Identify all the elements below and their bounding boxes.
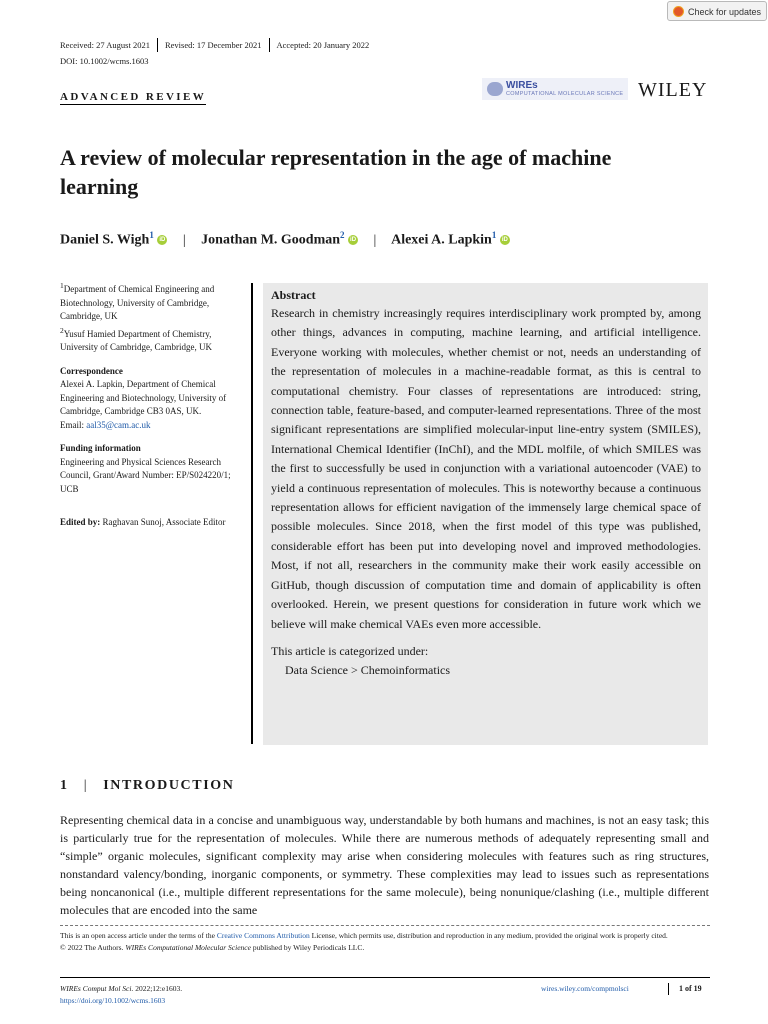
orcid-icon[interactable]: iD [350, 237, 357, 244]
copyright-journal: WIREs Computational Molecular Science [125, 943, 251, 952]
author-name[interactable]: Jonathan M. Goodman [201, 232, 341, 248]
funding-heading [60, 442, 248, 456]
journal-logo[interactable] [482, 78, 628, 100]
affiliation-1 [60, 279, 248, 324]
dates-header [60, 38, 369, 52]
doi-header: DOI: 10.1002/wcms.1603 [60, 56, 149, 66]
section-heading-introduction [60, 778, 234, 794]
edited-by-text: Raghavan Sunoj, Associate Editor [100, 517, 226, 527]
affiliation-sup: 2 [60, 325, 64, 335]
introduction-paragraph: Representing chemical data in a concise and unambiguous way, understandable by both humans and machines, is not an easy task; this is particularly true for the representation of molecules. While there are numerous methods of adequately representing small and “simple” organic molecules, significant complexity may arise when considering molecules with features such as ring structures, nonstandard valency/bonding, inorganic components, or symmetry. These complexities may lead to issues such as representations being noncanonical (i.e., multiple different representations for the same molecule), being nonunique/clashing (i.e., multiple different molecules that are encoded into the same [60, 813, 709, 917]
author-name[interactable]: Alexei A. Lapkin [391, 232, 492, 248]
affiliation-text: Department of Chemical Engineering and Biotechnology, University of Cambridge, Cambridge, UK [60, 284, 215, 321]
copyright-text: © 2022 The Authors. [60, 943, 126, 952]
email-link[interactable]: aal35@cam.ac.uk [86, 419, 151, 430]
copyright-text: published by Wiley Periodicals LLC. [250, 943, 365, 952]
affiliation-sup: 1 [60, 281, 64, 290]
check-for-updates-button[interactable] [667, 1, 767, 21]
affiliation-2 [60, 324, 248, 355]
journal-logo-subtitle: COMPUTATIONAL MOLECULAR SCIENCE [506, 91, 624, 97]
citation-volume: 2022;12:e1603. [133, 984, 183, 993]
email-label: Email: [60, 419, 87, 430]
section-label: ADVANCED REVIEW [60, 91, 207, 103]
license-link[interactable]: Creative Commons Attribution [216, 931, 310, 940]
author-affiliation-sup: 2 [340, 230, 345, 240]
author-affiliation-sup: 1 [149, 230, 154, 240]
abstract-text: Research in chemistry increasingly requires interdisciplinary work prompted by, among other things, advances in computing, machine learning, and artificial intelligence. Everyone working with molecules, whether chemist or not, needs an understanding of the representation of molecules in a machine-readable format, as this is central to computational chemistry. Four classes of representations are introduced: string, connection table, feature-based, and computer-learned representations. Three of the most significant representations are simplified molecular-input line-entry system (SMILES), International Chemical Identifier (InChI), and the MDL molfile, of which SMILES was the first to successfully be used in conjunction with a variational autoencoder (VAE) to yield a continuous representation of molecules. This is noteworthy because a continuous representation allows for efficient navigation of the immensely large chemical space of possible molecules. Since 2018, when the first model of this type was published, considerable effort has been put into developing novel and improved methodologies. Most, if not all, researchers in the community make their work easily accessible on GitHub, though discussion of computation time and domain of applicability is often overlooked. Herein, we present questions for consideration in future work which we believe will make chemical VAEs even more accessible. [271, 306, 701, 631]
author-separator: | [182, 232, 186, 248]
category-item: Data Science > Chemoinformatics [285, 663, 451, 678]
author-affiliation-sup: 1 [491, 230, 497, 240]
publisher-logo[interactable]: WILEY [638, 79, 708, 101]
categorized-label: This article is categorized under: [271, 643, 429, 658]
correspondence-heading-text: Correspondence [60, 365, 123, 376]
funding-text: Engineering and Physical Sciences Research Council, Grant/Award Number: EP/S024220/1; UCB [60, 456, 231, 494]
author-list [60, 230, 510, 249]
column-divider [251, 283, 253, 744]
author-name[interactable]: Daniel S. Wigh [60, 232, 150, 248]
affiliations-column [60, 279, 248, 530]
license-text: This is an open access article under the terms of the [60, 931, 217, 940]
correspondence-text: Alexei A. Lapkin, Department of Chemical Engineering and Biotechnology, University of Cambridge, Cambridge CB3 0AS, UK. [60, 379, 227, 416]
orcid-icon[interactable]: iD [159, 237, 166, 244]
footer-rule [60, 977, 710, 978]
footnote-divider [60, 925, 710, 926]
article-title: A review of molecular representation in the age of machine learning [60, 145, 612, 199]
correspondence-email [60, 419, 248, 433]
accepted-date: Accepted: 20 January 2022 [276, 40, 370, 51]
section-title: INTRODUCTION [103, 778, 235, 793]
section-number: 1 [60, 778, 69, 793]
crossmark-icon [673, 6, 684, 17]
section-separator: | [83, 778, 89, 793]
journal-logo-name: WIREs [506, 80, 538, 91]
abstract-heading: Abstract [271, 288, 316, 302]
affiliation-text: Yusuf Hamied Department of Chemistry, University of Cambridge, Cambridge, UK [60, 328, 212, 352]
doi-link[interactable]: https://doi.org/10.1002/wcms.1603 [60, 996, 166, 1005]
check-for-updates-label: Check for updates [688, 7, 762, 17]
license-footnote [60, 930, 710, 954]
license-text: License, which permits use, distribution and reproduction in any medium, provided the original work is properly cited. [309, 931, 668, 940]
received-date: Received: 27 August 2021 [60, 40, 150, 51]
journal-site-link[interactable]: wires.wiley.com/compmolsci [541, 984, 629, 993]
footer-citation [60, 983, 182, 1007]
edited-by-label: Edited by: [60, 517, 101, 527]
edited-by [60, 516, 248, 530]
funding-heading-text: Funding information [60, 443, 141, 453]
divider [157, 38, 158, 52]
page-number: 1 of 19 [668, 983, 710, 995]
divider [269, 38, 270, 52]
orcid-icon[interactable]: iD [501, 237, 508, 244]
abstract-box [263, 283, 708, 745]
wires-logo-icon [487, 82, 503, 96]
revised-date: Revised: 17 December 2021 [164, 40, 262, 51]
author-separator: | [373, 232, 377, 248]
correspondence-heading [60, 365, 248, 379]
citation-journal: WIREs Comput Mol Sci. [60, 984, 134, 993]
